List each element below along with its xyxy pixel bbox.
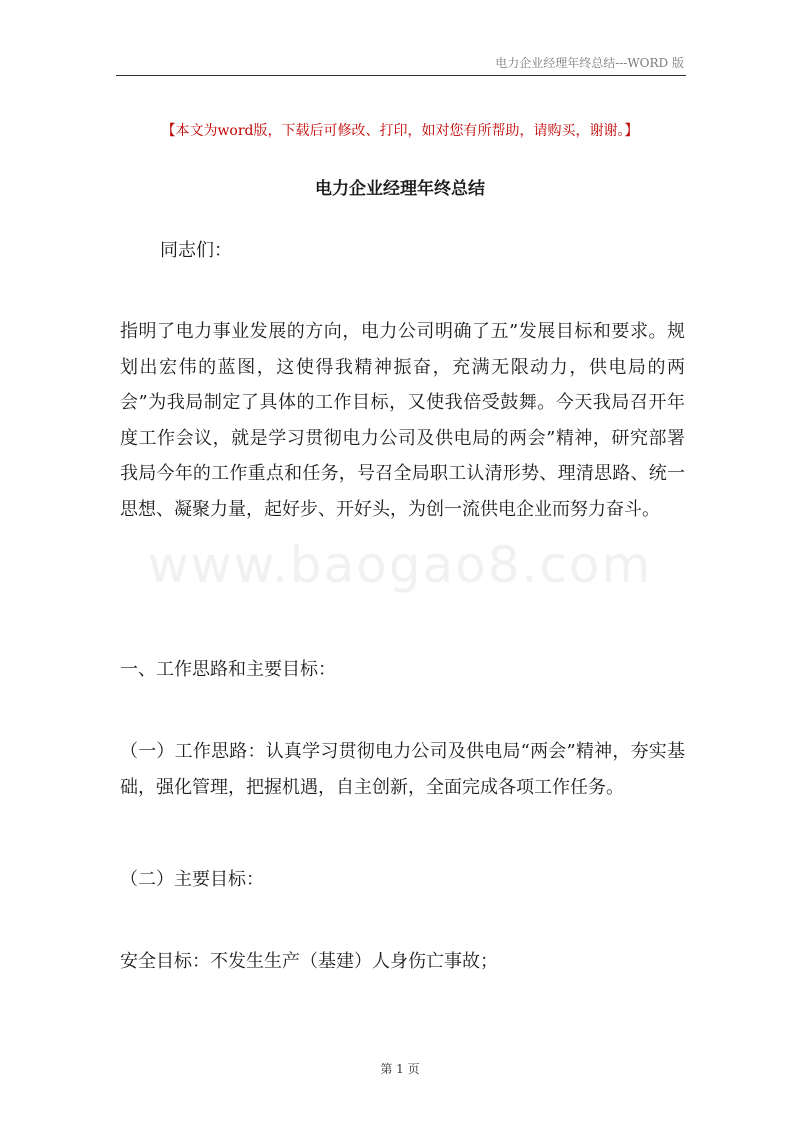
greeting: 同志们：: [160, 240, 232, 261]
watermark: www.baogao8.com: [147, 536, 653, 594]
safety-goal-paragraph: 安全目标：不发生生产（基建）人身伤亡事故；: [120, 951, 498, 972]
goals-heading: （二）主要目标：: [120, 869, 264, 890]
work-thinking-paragraph: （一）工作思路：认真学习贯彻电力公司及供电局“两会”精神，夯实基础，强化管理，把握机遇，自主创新，全面完成各项工作任务。: [120, 741, 685, 798]
page-number: 第 1 页: [380, 1062, 420, 1076]
purchase-notice: 【本文为word版，下载后可修改、打印，如对您有所帮助，请购买，谢谢。】: [161, 123, 639, 139]
running-header: 电力企业经理年终总结---WORD 版: [495, 56, 684, 70]
section-heading: 一、工作思路和主要目标：: [120, 659, 336, 680]
document-title: 电力企业经理年终总结: [315, 179, 485, 199]
header-divider: [116, 75, 686, 76]
intro-paragraph: 指明了电力事业发展的方向，电力公司明确了五”发展目标和要求。规划出宏伟的蓝图，这使得我精神振奋，充满无限动力，供电局的两会”为我局制定了具体的工作目标，又使我倍受鼓舞。今天我局召开年度工作会议，就是学习贯彻电力公司及供电局的两会”精神，研究部署我局今年的工作重点和任务，号召全局职工认清形势、理清思路、统一思想、凝聚力量，起好步、开好头，为创一流供电企业而努力奋斗。: [120, 321, 685, 520]
